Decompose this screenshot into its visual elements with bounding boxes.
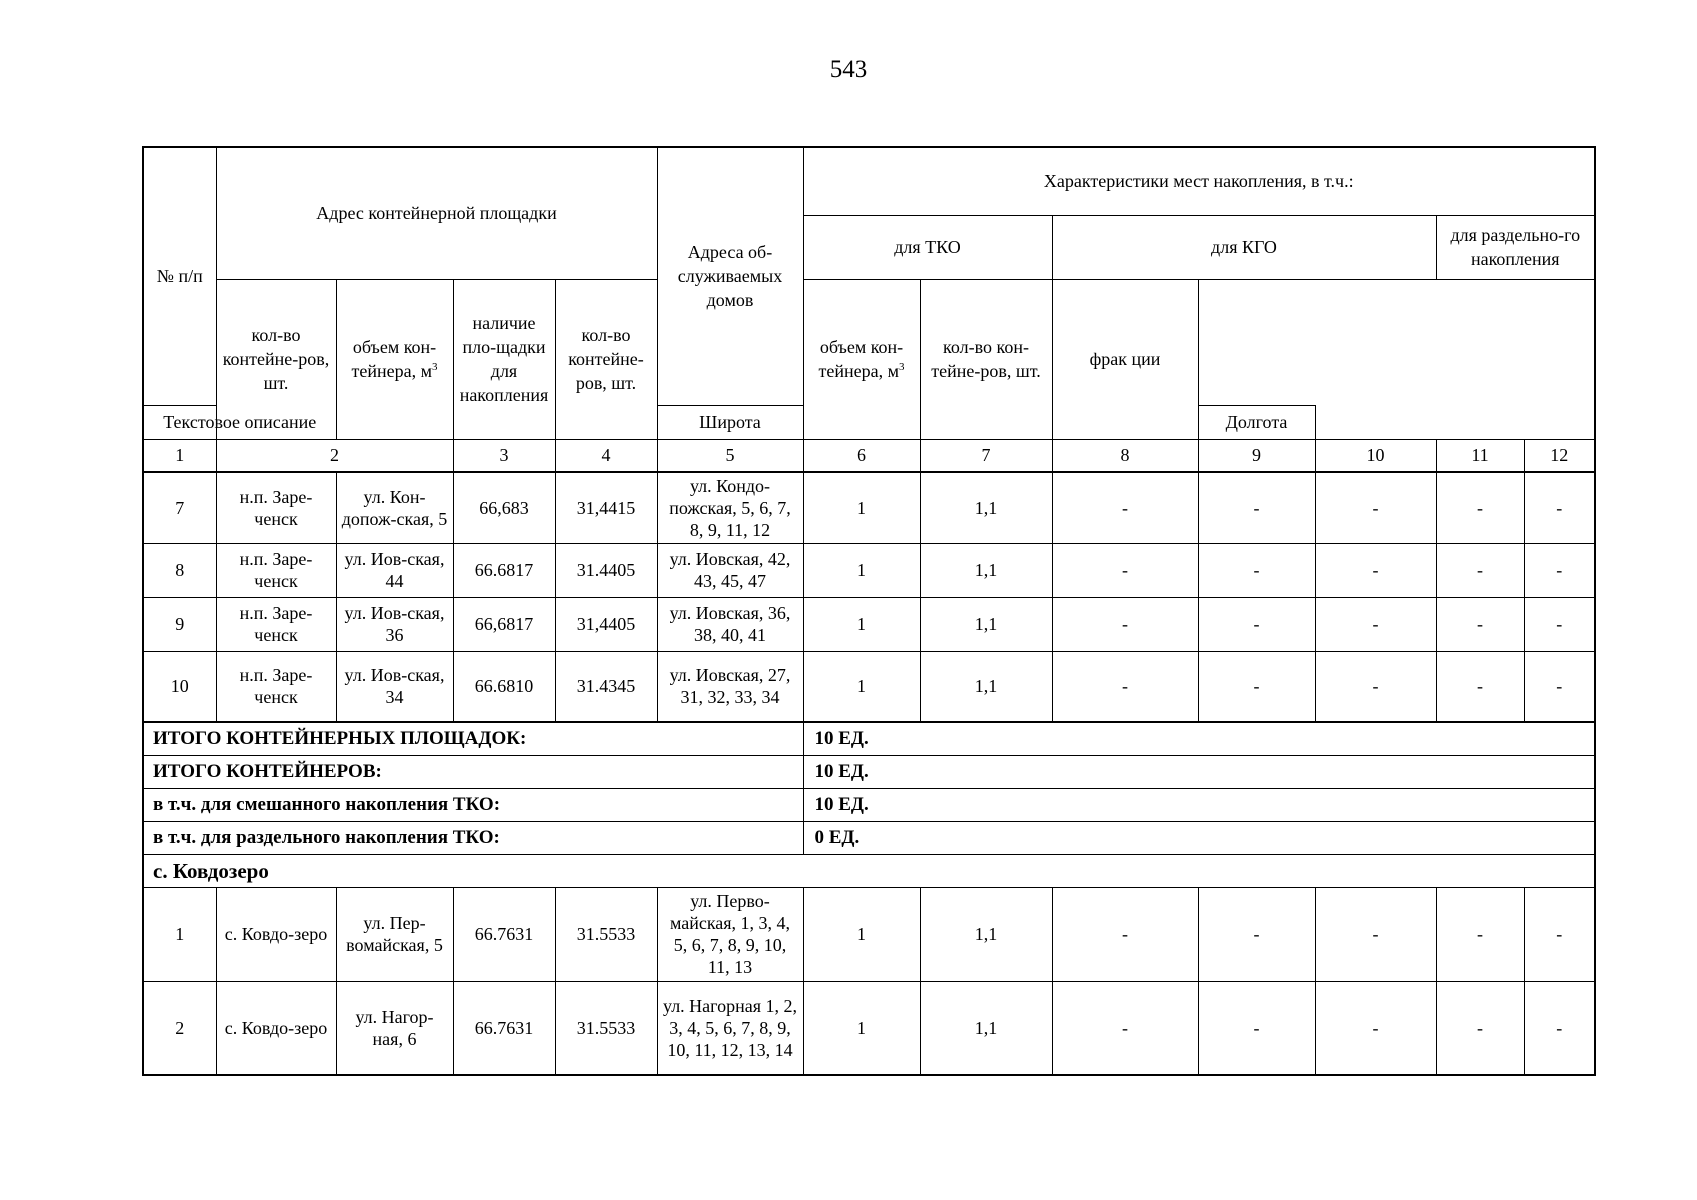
sep-count: -: [1436, 543, 1524, 597]
table-row: [143, 543, 1595, 597]
summary-value: 10 ЕД.: [803, 755, 1595, 788]
latitude: 66.6817: [453, 543, 555, 597]
column-number: 5: [657, 439, 803, 472]
sep-count: -: [1436, 472, 1524, 543]
sep-fraction: -: [1524, 597, 1595, 651]
served-houses: ул. Кондо-пожская, 5, 6, 7, 8, 9, 11, 12: [657, 472, 803, 543]
summary-value: 0 ЕД.: [803, 821, 1595, 854]
row-number: 2: [143, 981, 216, 1075]
summary-label: ИТОГО КОНТЕЙНЕРОВ:: [143, 755, 803, 788]
kgo-volume: -: [1315, 597, 1436, 651]
latitude: 66.6810: [453, 651, 555, 722]
table-row: [143, 981, 1595, 1075]
kgo-count: -: [1198, 472, 1315, 543]
column-number: 7: [920, 439, 1052, 472]
served-houses: ул. Перво-майская, 1, 3, 4, 5, 6, 7, 8, 9, 10, 11, 13: [657, 887, 803, 981]
served-houses: ул. Иовская, 42, 43, 45, 47: [657, 543, 803, 597]
summary-row: [143, 722, 1595, 755]
kgo-volume: -: [1315, 651, 1436, 722]
summary-value: 10 ЕД.: [803, 722, 1595, 755]
summary-label: ИТОГО КОНТЕЙНЕРНЫХ ПЛОЩАДОК:: [143, 722, 803, 755]
sep-fraction: -: [1524, 472, 1595, 543]
row-number: 1: [143, 887, 216, 981]
street-address: ул. Иов-ская, 44: [336, 543, 453, 597]
tko-volume: 1,1: [920, 472, 1052, 543]
header-kgo-site: наличие пло-щадки для накопления: [453, 279, 555, 439]
summary-row: [143, 788, 1595, 821]
header-row: [143, 147, 1595, 215]
kgo-volume: -: [1315, 543, 1436, 597]
row-number: 8: [143, 543, 216, 597]
kgo-site: -: [1052, 981, 1198, 1075]
sep-fraction: -: [1524, 651, 1595, 722]
header-characteristics: Характеристики мест накопления, в т.ч.:: [803, 147, 1595, 215]
tko-volume: 1,1: [920, 887, 1052, 981]
header-row: [143, 279, 1595, 405]
column-number: 10: [1315, 439, 1436, 472]
column-number: 6: [803, 439, 920, 472]
tko-count: 1: [803, 981, 920, 1075]
table-row: [143, 472, 1595, 543]
page-number: 543: [829, 56, 868, 83]
kgo-site: -: [1052, 472, 1198, 543]
header-sep-fraction: фрак ции: [1052, 279, 1198, 439]
kgo-count: -: [1198, 651, 1315, 722]
summary-row: [143, 755, 1595, 788]
header-address: Адрес контейнерной площадки: [216, 147, 657, 279]
latitude: 66,6817: [453, 597, 555, 651]
column-number: 8: [1052, 439, 1198, 472]
header-served-houses: Адреса об-служиваемых домов: [657, 147, 803, 405]
column-number: 12: [1524, 439, 1595, 472]
street-address: ул. Кон-допож-ская, 5: [336, 472, 453, 543]
column-numbers-row: [143, 439, 1595, 472]
locality: н.п. Заре-ченск: [216, 597, 336, 651]
tko-count: 1: [803, 887, 920, 981]
locality: н.п. Заре-ченск: [216, 472, 336, 543]
volume-exponent: 3: [899, 361, 905, 373]
tko-count: 1: [803, 651, 920, 722]
table-row: [143, 887, 1595, 981]
header-tko: для ТКО: [803, 215, 1052, 279]
header-tko-count: кол-во контейне-ров, шт.: [216, 279, 336, 439]
header-tko-volume: [336, 279, 453, 439]
locality: с. Ковдо-зеро: [216, 887, 336, 981]
tko-count: 1: [803, 597, 920, 651]
tko-volume: 1,1: [920, 651, 1052, 722]
locality: н.п. Заре-ченск: [216, 651, 336, 722]
tko-volume: 1,1: [920, 543, 1052, 597]
longitude: 31.5533: [555, 981, 657, 1075]
tko-count: 1: [803, 543, 920, 597]
sep-fraction: -: [1524, 543, 1595, 597]
header-kgo: для КГО: [1052, 215, 1436, 279]
latitude: 66.7631: [453, 981, 555, 1075]
table-row: [143, 597, 1595, 651]
header-latitude: Широта: [657, 405, 803, 439]
section-title: с. Ковдозеро: [143, 854, 1595, 887]
header-separate: для раздельно-го накопления: [1436, 215, 1595, 279]
column-number: 9: [1198, 439, 1315, 472]
served-houses: ул. Нагорная 1, 2, 3, 4, 5, 6, 7, 8, 9, 10, 11, 12, 13, 14: [657, 981, 803, 1075]
row-number: 7: [143, 472, 216, 543]
locality: с. Ковдо-зеро: [216, 981, 336, 1075]
table-row: [143, 651, 1595, 722]
sep-fraction: -: [1524, 887, 1595, 981]
tko-count: 1: [803, 472, 920, 543]
served-houses: ул. Иовская, 27, 31, 32, 33, 34: [657, 651, 803, 722]
longitude: 31.4345: [555, 651, 657, 722]
locality: н.п. Заре-ченск: [216, 543, 336, 597]
volume-exponent: 3: [432, 361, 438, 373]
column-number: 3: [453, 439, 555, 472]
latitude: 66,683: [453, 472, 555, 543]
kgo-count: -: [1198, 597, 1315, 651]
kgo-count: -: [1198, 543, 1315, 597]
kgo-volume: -: [1315, 472, 1436, 543]
column-number: 11: [1436, 439, 1524, 472]
header-tko-volume-text: объем кон-тейнера, м: [351, 337, 437, 381]
tko-volume: 1,1: [920, 597, 1052, 651]
street-address: ул. Иов-ская, 34: [336, 651, 453, 722]
row-number: 10: [143, 651, 216, 722]
street-address: ул. Иов-ская, 36: [336, 597, 453, 651]
kgo-site: -: [1052, 597, 1198, 651]
kgo-volume: -: [1315, 887, 1436, 981]
summary-label: в т.ч. для смешанного накопления ТКО:: [143, 788, 803, 821]
summary-value: 10 ЕД.: [803, 788, 1595, 821]
header-text-desc: Текстовое описание: [143, 405, 336, 439]
kgo-site: -: [1052, 543, 1198, 597]
sep-fraction: -: [1524, 981, 1595, 1075]
longitude: 31.4405: [555, 543, 657, 597]
header-sep-count: кол-во кон-тейне-ров, шт.: [920, 279, 1052, 439]
sep-count: -: [1436, 597, 1524, 651]
column-number: 1: [143, 439, 216, 472]
header-kgo-count: кол-во контейне-ров, шт.: [555, 279, 657, 439]
container-sites-table: [142, 146, 1596, 1076]
sep-count: -: [1436, 651, 1524, 722]
header-kgo-volume-text: объем кон-тейнера, м: [818, 337, 904, 381]
kgo-count: -: [1198, 981, 1315, 1075]
summary-label: в т.ч. для раздельного накопления ТКО:: [143, 821, 803, 854]
sep-count: -: [1436, 981, 1524, 1075]
header-longitude: Долгота: [1198, 405, 1315, 439]
column-number: 2: [216, 439, 453, 472]
kgo-site: -: [1052, 887, 1198, 981]
served-houses: ул. Иовская, 36, 38, 40, 41: [657, 597, 803, 651]
kgo-count: -: [1198, 887, 1315, 981]
longitude: 31,4405: [555, 597, 657, 651]
longitude: 31.5533: [555, 887, 657, 981]
longitude: 31,4415: [555, 472, 657, 543]
sep-count: -: [1436, 887, 1524, 981]
row-number: 9: [143, 597, 216, 651]
column-number: 4: [555, 439, 657, 472]
tko-volume: 1,1: [920, 981, 1052, 1075]
header-num: № п/п: [143, 147, 216, 405]
section-header-row: [143, 854, 1595, 887]
kgo-site: -: [1052, 651, 1198, 722]
latitude: 66.7631: [453, 887, 555, 981]
kgo-volume: -: [1315, 981, 1436, 1075]
street-address: ул. Нагор-ная, 6: [336, 981, 453, 1075]
summary-row: [143, 821, 1595, 854]
street-address: ул. Пер-вомайская, 5: [336, 887, 453, 981]
header-kgo-volume: [803, 279, 920, 439]
